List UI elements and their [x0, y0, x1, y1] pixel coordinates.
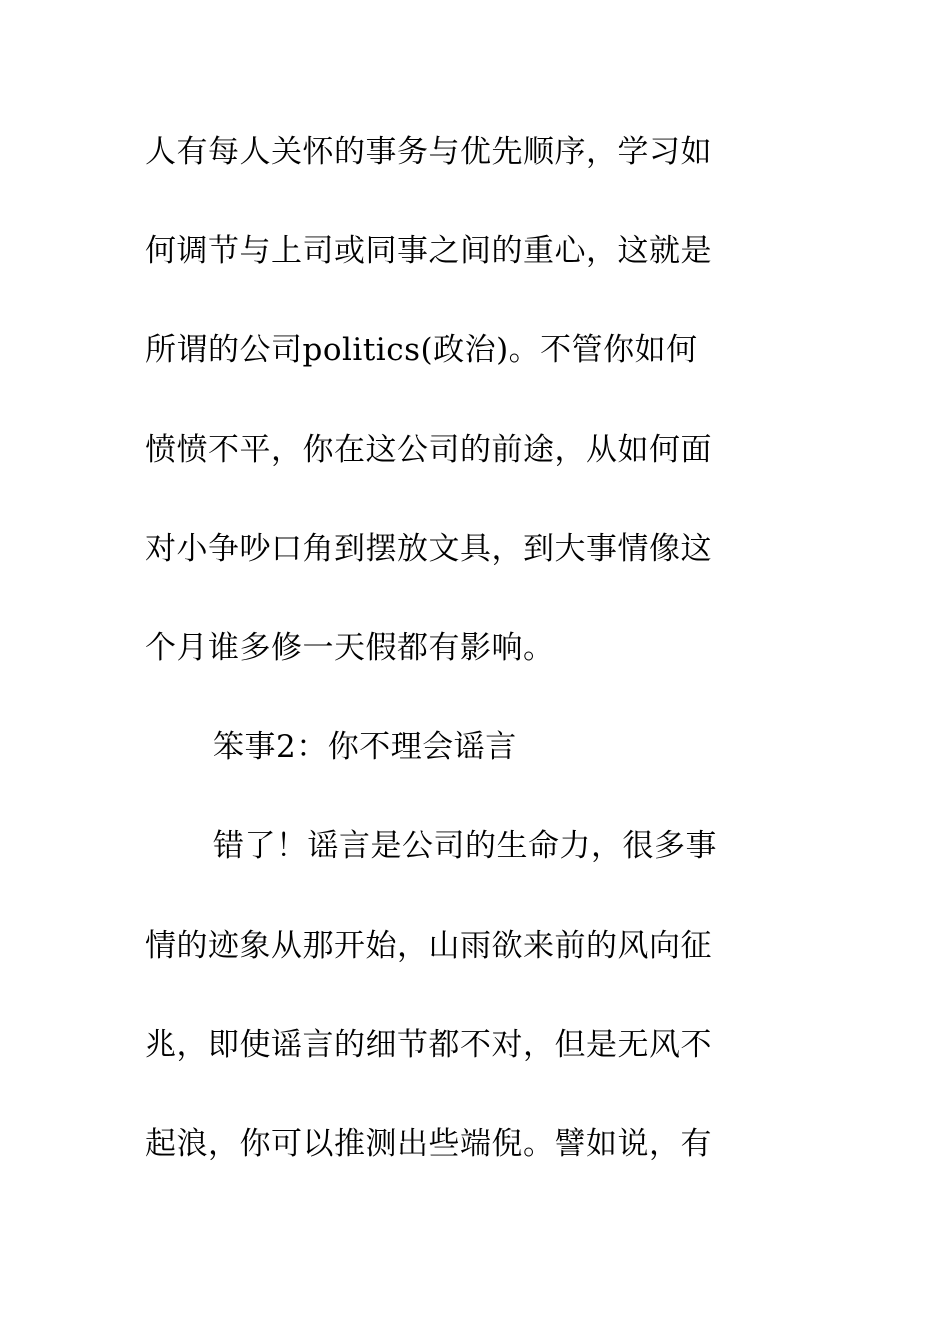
text-line: 起浪，你可以推测出些端倪。譬如说，有 [145, 1125, 712, 1162]
text-line: 何调节与上司或同事之间的重心，这就是 [145, 233, 712, 270]
text-line: 所谓的公司politics(政治)。不管你如何 [145, 332, 698, 369]
text-line: 愤愤不平，你在这公司的前途，从如何面 [145, 431, 712, 468]
text-line: 对小争吵口角到摆放文具，到大事情像这 [145, 530, 712, 567]
text-line: 错了！谣言是公司的生命力，很多事 [213, 828, 717, 865]
text-line: 兆，即使谣言的细节都不对，但是无风不 [145, 1026, 712, 1063]
text-line: 人有每人关怀的事务与优先顺序，学习如 [145, 134, 712, 170]
text-line: 情的迹象从那开始，山雨欲来前的风向征 [145, 927, 712, 964]
body-text [145, 121, 785, 1212]
text-line: 个月谁多修一天假都有影响。 [145, 629, 555, 666]
section-heading: 笨事2：你不理会谣言 [213, 729, 517, 766]
